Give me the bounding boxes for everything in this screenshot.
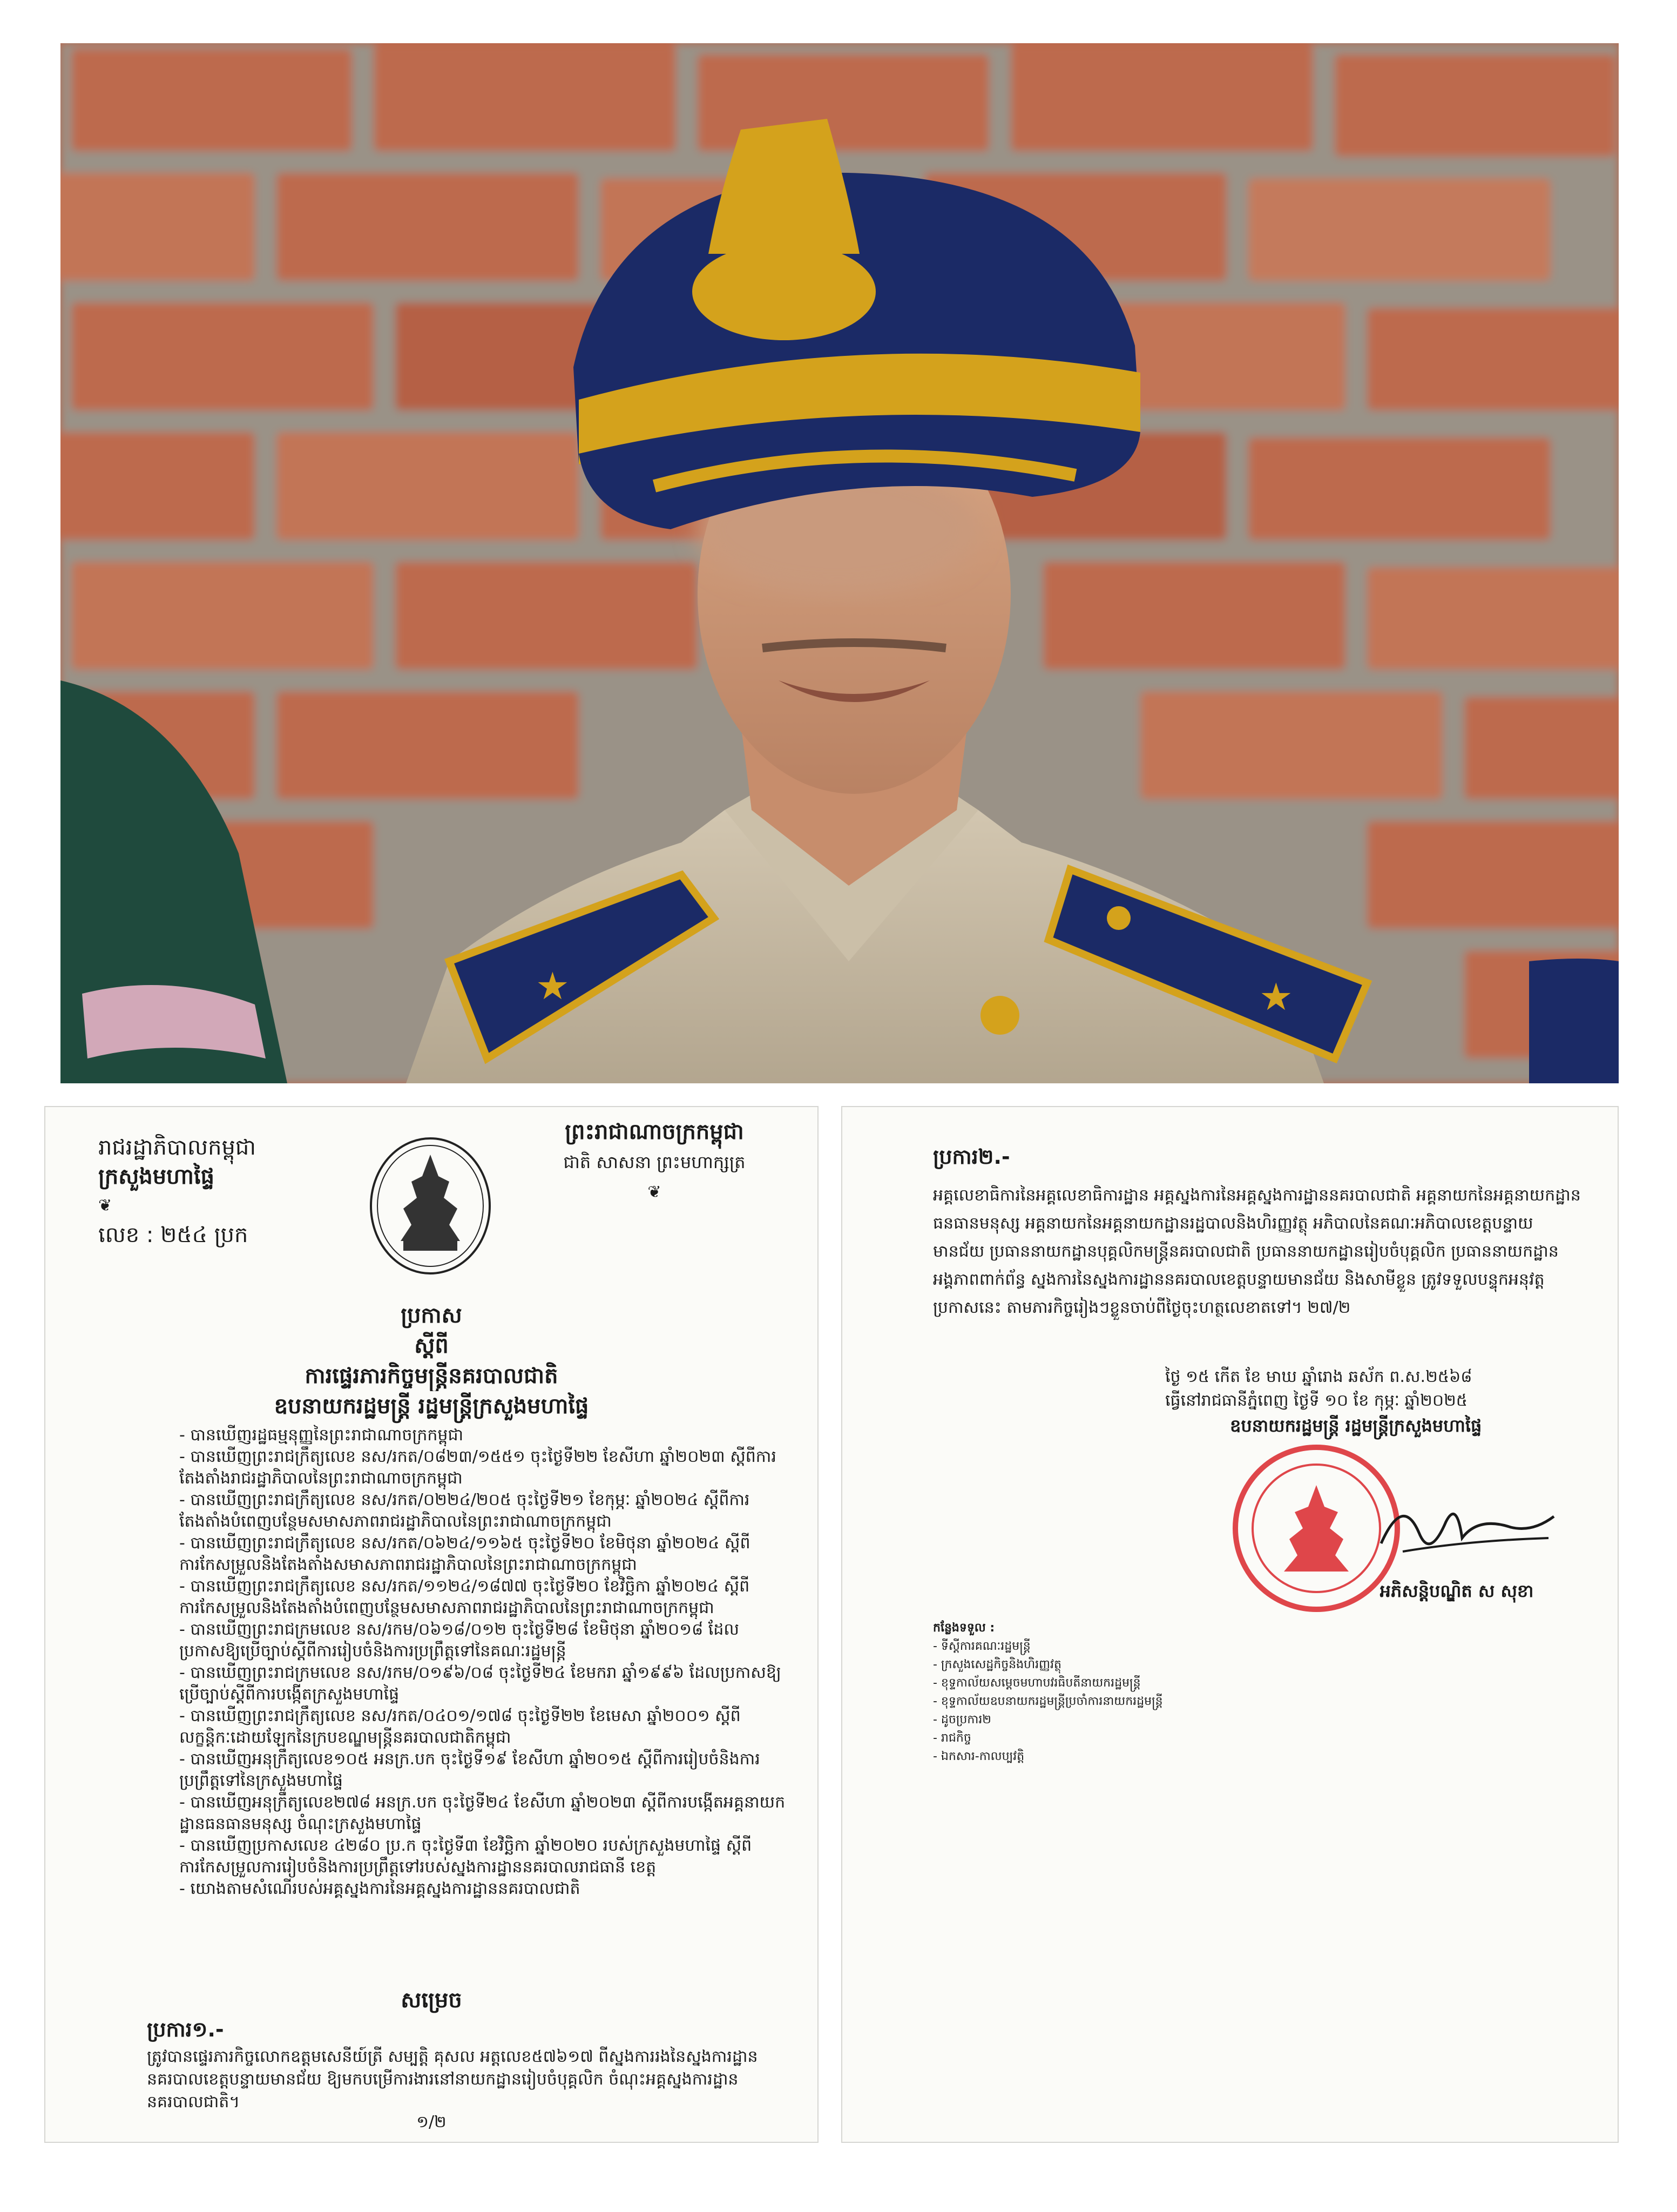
list-item: - បានឃើញព្រះរាជក្រឹត្យលេខ នស/រកត/១១២៤/១៨៧៧ ចុះថ្ងៃទី២០ ខែវិច្ឆិកា ឆ្នាំ២០២៤ ស្តីពីការកែសម្រួលនិងតែងតាំងបំពេញបន្ថែមសមាសភាពរាជរដ្ឋាភិបាលនៃព្រះរាជាណាចក្រកម្ពុជា bbox=[179, 1577, 750, 1617]
solar-date: ធ្វើនៅរាជធានីភ្នំពេញ ថ្ងៃទី ១០ ខែ កុម្ភៈ ឆ្នាំ២០២៥ bbox=[1165, 1391, 1468, 1410]
list-item: - ដូចប្រការ២ bbox=[933, 1713, 991, 1727]
decree-type: ប្រកាស bbox=[401, 1303, 462, 1328]
decree-page-1 bbox=[44, 1106, 819, 2143]
article-2-body: អគ្គលេខាធិការនៃអគ្គលេខាធិការដ្ឋាន អគ្គស្នងការនៃអគ្គស្នងការដ្ឋាននគរបាលជាតិ អគ្គនាយកនៃអគ្គនាយកដ្ឋានធនធានមនុស្ស អគ្គនាយកនៃអគ្គនាយកដ្ឋានរដ្ឋបាលនិងហិរញ្ញវត្ថុ អភិបាលនៃគណៈអភិបាលខេត្តបន្ទាយមានជ័យ ប្រធាននាយកដ្ឋានបុគ្គលិកមន្ត្រីនគរបាលជាតិ ប្រធាននាយកដ្ឋានរៀបចំបុគ្គលិក ប្រធាននាយកដ្ឋាន អង្គភាពពាក់ព័ន្ធ ស្នងការនៃស្នងការដ្ឋាននគរបាលខេត្តបន្ទាយមានជ័យ និងសាមីខ្លួន ត្រូវទទួលបន្ទុកអនុវត្តប្រកាសនេះ តាមភារកិច្ចរៀងៗខ្លួនចាប់ពីថ្ងៃចុះហត្ថលេខាតទៅ។ ២៧/២ bbox=[933, 1186, 1581, 1317]
royal-seal-icon bbox=[363, 1133, 498, 1279]
list-item: - បានឃើញព្រះរាជក្រឹត្យលេខ នស/រកត/០២២៤/២០៥ ចុះថ្ងៃទី២១ ខែកុម្ភៈ ឆ្នាំ២០២៤ ស្តីពីការតែងតាំងបំពេញបន្ថែមសមាសភាពរាជរដ្ឋាភិបាលនៃព្រះរាជាណាចក្រកម្ពុជា bbox=[179, 1491, 750, 1531]
svg-text:★: ★ bbox=[536, 964, 570, 1008]
list-item: - បានឃើញព្រះរាជក្រឹត្យលេខ នស/រកត/០៨២៣/១៥៥១ ចុះថ្ងៃទី២២ ខែសីហា ឆ្នាំ២០២៣ ស្តីពីការតែងតាំងរាជរដ្ឋាភិបាលនៃព្រះរាជាណាចក្រកម្ពុជា bbox=[179, 1447, 776, 1488]
decree-title bbox=[44, 1300, 819, 1391]
list-item: - បានឃើញព្រះរាជក្រឹត្យលេខ នស/រកត/០៦២៤/១១៦៥ ចុះថ្ងៃទី២០ ខែមិថុនា ឆ្នាំ២០២៤ ស្តីពីការកែសម្រួលនិងតែងតាំងសមាសភាពរាជរដ្ឋាភិបាលនៃព្រះរាជាណាចក្រកម្ពុជា bbox=[179, 1534, 750, 1574]
lunar-date: ថ្ងៃ ១៥ កើត ខែ មាឃ ឆ្នាំរោង ឆស័ក ព.ស.២៥៦៨ bbox=[1165, 1367, 1472, 1386]
list-item: - បានឃើញព្រះរាជក្រមលេខ នស/រកម/០៦១៨/០១២ ចុះថ្ងៃទី២៨ ខែមិថុនា ឆ្នាំ២០១៨ ដែលប្រកាសឱ្យប្រើច្បាប់ស្តីពីការរៀបចំនិងការប្រព្រឹត្តទៅនៃគណៈរដ្ឋមន្ត្រី bbox=[179, 1620, 739, 1661]
recipients-heading: កន្លែងទទួល : bbox=[933, 1621, 995, 1635]
list-item: - បានឃើញព្រះរាជក្រឹត្យលេខ នស/រកត/០៤០១/១៧៨ ចុះថ្ងៃទី២២ ខែមេសា ឆ្នាំ២០០១ ស្តីពីលក្ខន្តិកៈដោយឡែកនៃក្របខណ្ឌមន្ត្រីនគរបាលជាតិកម្ពុជា bbox=[179, 1707, 741, 1747]
right-epaulette-fragment bbox=[1529, 959, 1619, 1083]
page-number: ១/២ bbox=[416, 2113, 447, 2132]
article-1-heading: ប្រការ១.- bbox=[147, 2018, 224, 2041]
decision-heading: សម្រេច bbox=[401, 1988, 462, 2013]
decree-date bbox=[1165, 1365, 1597, 1413]
signer-title: ឧបនាយករដ្ឋមន្ត្រី រដ្ឋមន្ត្រីក្រសួងមហាផ្ទៃ bbox=[1230, 1415, 1482, 1436]
national-motto: ជាតិ សាសនា ព្រះមហាក្សត្រ bbox=[563, 1152, 746, 1172]
list-item: - ក្រសួងសេដ្ឋកិច្ចនិងហិរញ្ញវត្ថុ bbox=[933, 1658, 1061, 1671]
ministry-name: ក្រសួងមហាផ្ទៃ bbox=[98, 1164, 215, 1189]
list-item: - យោងតាមសំណើរបស់អគ្គស្នងការនៃអគ្គស្នងការដ្ឋាននគរបាលជាតិ bbox=[179, 1879, 580, 1898]
list-item: - រាជកិច្ច bbox=[933, 1731, 971, 1745]
kingdom-header bbox=[519, 1117, 789, 1208]
considerations-list bbox=[179, 1425, 789, 1900]
list-item: - ខុទ្ទកាល័យសម្តេចមហាបវរធិបតីនាយករដ្ឋមន្ត្រី bbox=[933, 1676, 1141, 1690]
list-item: - បានឃើញប្រកាសលេខ ៤២៨០ ប្រ.ក ចុះថ្ងៃទី៣ ខែវិច្ឆិកា ឆ្នាំ២០២០ របស់ក្រសួងមហាផ្ទៃ ស្តីពីការកែសម្រួលការរៀបចំនិងការប្រព្រឹត្តទៅរបស់ស្នងការដ្ឋាននគរបាលរាជធានី ខេត្ត bbox=[179, 1836, 752, 1877]
collar-badge bbox=[980, 996, 1019, 1035]
list-item: - ឯកសារ-កាលប្បវត្តិ bbox=[933, 1750, 1025, 1763]
minister-heading: ឧបនាយករដ្ឋមន្ត្រី រដ្ឋមន្ត្រីក្រសួងមហាផ្ទៃ bbox=[274, 1394, 589, 1419]
recipients-list bbox=[933, 1619, 1257, 1766]
government-name: រាជរដ្ឋាភិបាលកម្ពុជា bbox=[98, 1135, 256, 1160]
signer-name: អភិសន្តិបណ្ឌិត ស សុខា bbox=[1380, 1581, 1534, 1601]
article-2-heading: ប្រការ២.- bbox=[933, 1145, 1010, 1169]
list-item: - ទីស្តីការគណៈរដ្ឋមន្ត្រី bbox=[933, 1640, 1031, 1653]
decree-page-2 bbox=[841, 1106, 1619, 2143]
decree-about: ស្តីពី bbox=[414, 1333, 449, 1358]
ministry-header bbox=[98, 1133, 325, 1250]
list-item: - បានឃើញអនុក្រឹត្យលេខ២៧៨ អនក្រ.បក ចុះថ្ងៃទី២៤ ខែសីហា ឆ្នាំ២០២៣ ស្តីពីការបង្កើតអគ្គនាយកដ្ឋានធនធានមនុស្ស ចំណុះក្រសួងមហាផ្ទៃ bbox=[179, 1793, 786, 1833]
list-item: - បានឃើញអនុក្រឹត្យលេខ១០៥ អនក្រ.បក ចុះថ្ងៃទី១៩ ខែសីហា ឆ្នាំ២០១៥ ស្តីពីការរៀបចំនិងការប្រព្រឹត្តទៅនៃក្រសួងមហាផ្ទៃ bbox=[179, 1750, 760, 1790]
officer-portrait-photo bbox=[60, 43, 1619, 1083]
list-item: - ខុទ្ទកាល័យឧបនាយករដ្ឋមន្ត្រីប្រចាំការនាយករដ្ឋមន្ត្រី bbox=[933, 1695, 1163, 1708]
officer-photo bbox=[60, 43, 1619, 1083]
list-item: - បានឃើញព្រះរាជក្រមលេខ នស/រកម/០១៩៦/០៨ ចុះថ្ងៃទី២៤ ខែមករា ឆ្នាំ១៩៩៦ ដែលប្រកាសឱ្យប្រើច្បាប់ស្តីពីការបង្កើតក្រសួងមហាផ្ទៃ bbox=[179, 1663, 781, 1704]
reference-number: លេខ : ២៥៤ ប្រក bbox=[98, 1223, 248, 1247]
ornament-divider: ❦ bbox=[98, 1196, 112, 1215]
ornament-divider: ❦ bbox=[647, 1183, 661, 1202]
decree-subject: ការផ្ទេរភារកិច្ចមន្ត្រីនគរបាលជាតិ bbox=[305, 1364, 558, 1388]
handwritten-signature-icon bbox=[1370, 1484, 1565, 1565]
article-1-body: ត្រូវបានផ្ទេរភារកិច្ចលោកឧត្តមសេនីយ៍ត្រី សម្បត្តិ គុសល អត្តលេខ៥៧៦១៧ ពីស្នងការរងនៃស្នងការដ្ឋាននគរបាលខេត្តបន្ទាយមានជ័យ ឱ្យមកបម្រើការងារនៅនាយកដ្ឋានរៀបចំបុគ្គលិក ចំណុះអគ្គស្នងការដ្ឋាននគរបាលជាតិ។ bbox=[147, 2047, 758, 2112]
svg-text:★: ★ bbox=[1259, 975, 1293, 1019]
kingdom-name: ព្រះរាជាណាចក្រកម្ពុជា bbox=[565, 1120, 744, 1144]
list-item: - បានឃើញរដ្ឋធម្មនុញ្ញនៃព្រះរាជាណាចក្រកម្ពុជា bbox=[179, 1426, 464, 1445]
